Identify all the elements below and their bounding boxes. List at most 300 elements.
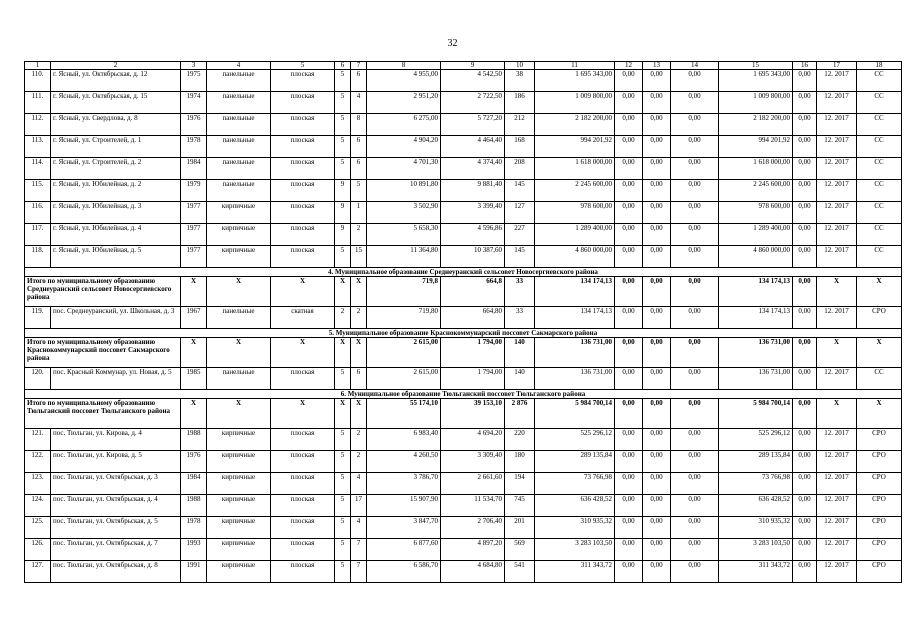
table-cell: СС xyxy=(857,202,902,224)
table-cell: 114. xyxy=(25,158,51,180)
subtotal-cell: 0,00 xyxy=(793,399,817,429)
table-cell: 1984 xyxy=(181,473,207,495)
table-cell: 4 542,50 xyxy=(441,70,505,92)
table-cell: г. Ясный, ул. Строителей, д. 1 xyxy=(51,136,181,158)
section-heading: 6. Муниципальное образование Тюльганский поссовет Тюльганского района xyxy=(25,390,902,399)
table-cell: 12. 2017 xyxy=(817,368,857,390)
table-cell: 0,00 xyxy=(643,70,671,92)
table-cell: 2 706,40 xyxy=(441,517,505,539)
table-cell: 5 xyxy=(335,539,351,561)
table-cell: 11 534,70 xyxy=(441,495,505,517)
table-cell: 0,00 xyxy=(615,473,643,495)
table-cell: плоская xyxy=(271,158,335,180)
table-cell: 0,00 xyxy=(615,539,643,561)
subtotal-cell: X xyxy=(207,338,271,368)
table-cell: г. Ясный, ул. Юбилейная, д. 4 xyxy=(51,224,181,246)
table-cell: пос. Красный Коммунар, ул. Новая, д. 5 xyxy=(51,368,181,390)
table-cell: 12. 2017 xyxy=(817,451,857,473)
table-row xyxy=(25,539,902,561)
table-cell: 719,80 xyxy=(367,307,441,329)
subtotal-cell: 0,00 xyxy=(671,399,719,429)
table-cell: 0,00 xyxy=(671,136,719,158)
table-cell: СРО xyxy=(857,307,902,329)
table-cell: пос. Тюльган, ул. Кирова, д. 5 xyxy=(51,451,181,473)
table-cell: 5 xyxy=(335,158,351,180)
table-row xyxy=(25,224,902,246)
table-cell: 9 xyxy=(335,180,351,202)
subtotal-cell: X xyxy=(207,399,271,429)
table-cell: 4 xyxy=(351,92,367,114)
table-cell: 2 xyxy=(351,307,367,329)
table-cell: 0,00 xyxy=(793,114,817,136)
section-heading: 5. Муниципальное образование Краснокоммунарский поссовет Сакмарского района xyxy=(25,329,902,338)
section-heading-row xyxy=(25,390,902,399)
column-number: 1 xyxy=(25,62,51,70)
table-cell: плоская xyxy=(271,495,335,517)
table-cell: 0,00 xyxy=(615,246,643,268)
table-cell: 310 935,32 xyxy=(719,517,793,539)
table-cell: 0,00 xyxy=(643,158,671,180)
table-cell: 73 766,98 xyxy=(535,473,615,495)
table-cell: 0,00 xyxy=(615,224,643,246)
table-cell: 1 xyxy=(351,202,367,224)
table-cell: 145 xyxy=(505,246,535,268)
table-cell: плоская xyxy=(271,114,335,136)
table-cell: 0,00 xyxy=(643,136,671,158)
table-cell: 0,00 xyxy=(793,517,817,539)
subtotal-cell: X xyxy=(271,338,335,368)
table-cell: 2 182 200,00 xyxy=(719,114,793,136)
table-cell: 0,00 xyxy=(671,368,719,390)
table-cell: 117. xyxy=(25,224,51,246)
subtotal-cell: X xyxy=(181,399,207,429)
table-cell: 4 897,20 xyxy=(441,539,505,561)
table-cell: СРО xyxy=(857,539,902,561)
table-cell: 0,00 xyxy=(793,202,817,224)
table-cell: 4 694,20 xyxy=(441,429,505,451)
table-cell: панельные xyxy=(207,70,271,92)
table-cell: 0,00 xyxy=(671,451,719,473)
table-cell: 569 xyxy=(505,539,535,561)
table-cell: 8 xyxy=(351,114,367,136)
table-cell: 136 731,00 xyxy=(719,368,793,390)
table-cell: 12. 2017 xyxy=(817,246,857,268)
table-cell: 15 907,90 xyxy=(367,495,441,517)
table-cell: 186 xyxy=(505,92,535,114)
table-cell: 0,00 xyxy=(643,180,671,202)
table-row xyxy=(25,136,902,158)
table-cell: 6 877,60 xyxy=(367,539,441,561)
table-cell: 0,00 xyxy=(643,307,671,329)
table-cell: 2 615,00 xyxy=(367,368,441,390)
table-cell: СС xyxy=(857,246,902,268)
table-row xyxy=(25,92,902,114)
subtotal-cell: 5 984 700,14 xyxy=(719,399,793,429)
table-cell: 2 245 600,00 xyxy=(719,180,793,202)
table-row xyxy=(25,246,902,268)
table-cell: 4 904,20 xyxy=(367,136,441,158)
table-row xyxy=(25,473,902,495)
column-number: 7 xyxy=(351,62,367,70)
table-cell: 0,00 xyxy=(671,246,719,268)
table-cell: пос. Тюльган, ул. Октябрьская, д. 4 xyxy=(51,495,181,517)
table-cell: 12. 2017 xyxy=(817,180,857,202)
table-row xyxy=(25,429,902,451)
table-cell: скатная xyxy=(271,307,335,329)
table-cell: 136 731,00 xyxy=(535,368,615,390)
section-heading-row xyxy=(25,329,902,338)
table-row xyxy=(25,202,902,224)
table-cell: 2 182 200,00 xyxy=(535,114,615,136)
table-cell: 11 364,80 xyxy=(367,246,441,268)
column-number: 18 xyxy=(857,62,902,70)
table-cell: 123. xyxy=(25,473,51,495)
subtotal-cell: 0,00 xyxy=(793,338,817,368)
table-cell: 0,00 xyxy=(615,495,643,517)
table-cell: 5 xyxy=(335,561,351,583)
table-cell: 111. xyxy=(25,92,51,114)
subtotal-cell: 134 174,13 xyxy=(719,277,793,307)
table-cell: 5 727,20 xyxy=(441,114,505,136)
table-cell: 0,00 xyxy=(643,451,671,473)
column-number: 13 xyxy=(643,62,671,70)
table-cell: СС xyxy=(857,368,902,390)
subtotal-row xyxy=(25,338,902,368)
subtotal-cell: X xyxy=(181,277,207,307)
subtotal-cell: 136 731,00 xyxy=(535,338,615,368)
column-number: 11 xyxy=(535,62,615,70)
table-cell: 127. xyxy=(25,561,51,583)
table-cell: 0,00 xyxy=(793,561,817,583)
table-cell: плоская xyxy=(271,561,335,583)
table-cell: 6 xyxy=(351,136,367,158)
subtotal-cell: 2 876 xyxy=(505,399,535,429)
table-cell: 1974 xyxy=(181,92,207,114)
table-cell: 5 xyxy=(335,495,351,517)
table-cell: 0,00 xyxy=(643,473,671,495)
table-row xyxy=(25,368,902,390)
table-cell: СС xyxy=(857,224,902,246)
table-cell: 220 xyxy=(505,429,535,451)
table-cell: 118. xyxy=(25,246,51,268)
table-cell: 0,00 xyxy=(793,429,817,451)
table-cell: 1976 xyxy=(181,451,207,473)
table-cell: кирпичные xyxy=(207,539,271,561)
table-cell: СРО xyxy=(857,517,902,539)
table-cell: 116. xyxy=(25,202,51,224)
subtotal-cell: X xyxy=(857,277,902,307)
table-cell: панельные xyxy=(207,368,271,390)
housing-register-table xyxy=(24,61,902,583)
table-cell: 145 xyxy=(505,180,535,202)
table-cell: 4 374,40 xyxy=(441,158,505,180)
table-cell: 3 847,70 xyxy=(367,517,441,539)
table-cell: 6 586,70 xyxy=(367,561,441,583)
table-cell: 1979 xyxy=(181,180,207,202)
table-cell: 3 502,90 xyxy=(367,202,441,224)
column-number: 10 xyxy=(505,62,535,70)
table-cell: плоская xyxy=(271,473,335,495)
subtotal-cell: 0,00 xyxy=(643,338,671,368)
table-cell: 15 xyxy=(351,246,367,268)
subtotal-cell: X xyxy=(351,399,367,429)
table-cell: 310 935,32 xyxy=(535,517,615,539)
table-cell: панельные xyxy=(207,92,271,114)
table-cell: кирпичные xyxy=(207,224,271,246)
table-cell: 1 695 343,00 xyxy=(535,70,615,92)
table-cell: плоская xyxy=(271,180,335,202)
subtotal-cell: X xyxy=(857,338,902,368)
table-cell: 4 596,86 xyxy=(441,224,505,246)
table-cell: 1977 xyxy=(181,246,207,268)
subtotal-cell: 0,00 xyxy=(615,277,643,307)
table-cell: 0,00 xyxy=(671,561,719,583)
table-cell: 5 xyxy=(351,180,367,202)
table-cell: 0,00 xyxy=(615,136,643,158)
table-cell: 5 xyxy=(335,517,351,539)
table-cell: 1 289 400,00 xyxy=(535,224,615,246)
subtotal-cell: 140 xyxy=(505,338,535,368)
column-number: 12 xyxy=(615,62,643,70)
table-cell: 1 618 000,00 xyxy=(719,158,793,180)
table-cell: 525 296,12 xyxy=(719,429,793,451)
table-cell: СС xyxy=(857,114,902,136)
table-cell: 134 174,13 xyxy=(719,307,793,329)
table-cell: плоская xyxy=(271,70,335,92)
table-body xyxy=(25,62,902,583)
table-cell: 124. xyxy=(25,495,51,517)
table-cell: пос. Среднеуранский, ул. Школьная, д. 3 xyxy=(51,307,181,329)
table-cell: 4 955,00 xyxy=(367,70,441,92)
table-cell: 0,00 xyxy=(793,224,817,246)
column-number: 8 xyxy=(367,62,441,70)
subtotal-cell: 5 984 700,14 xyxy=(535,399,615,429)
table-cell: 10 387,60 xyxy=(441,246,505,268)
subtotal-cell: X xyxy=(181,338,207,368)
table-cell: 2 722,50 xyxy=(441,92,505,114)
column-number: 3 xyxy=(181,62,207,70)
table-cell: 12. 2017 xyxy=(817,539,857,561)
table-cell: 1984 xyxy=(181,158,207,180)
table-cell: 1967 xyxy=(181,307,207,329)
table-cell: 110. xyxy=(25,70,51,92)
table-cell: 0,00 xyxy=(793,539,817,561)
table-cell: 1 618 000,00 xyxy=(535,158,615,180)
table-cell: 120. xyxy=(25,368,51,390)
table-cell: 0,00 xyxy=(671,158,719,180)
table-cell: кирпичные xyxy=(207,517,271,539)
table-cell: плоская xyxy=(271,517,335,539)
table-cell: 0,00 xyxy=(671,180,719,202)
table-cell: кирпичные xyxy=(207,473,271,495)
column-number-row xyxy=(25,62,902,70)
table-cell: 194 xyxy=(505,473,535,495)
table-cell: плоская xyxy=(271,246,335,268)
table-cell: 4 860 000,00 xyxy=(535,246,615,268)
subtotal-cell: 136 731,00 xyxy=(719,338,793,368)
table-cell: 0,00 xyxy=(643,202,671,224)
table-cell: г. Ясный, ул. Юбилейная, д. 2 xyxy=(51,180,181,202)
table-cell: 12. 2017 xyxy=(817,307,857,329)
table-cell: пос. Тюльган, ул. Октябрьская, д. 5 xyxy=(51,517,181,539)
table-cell: 0,00 xyxy=(643,539,671,561)
column-number: 6 xyxy=(335,62,351,70)
subtotal-cell: 664,8 xyxy=(441,277,505,307)
table-cell: 0,00 xyxy=(793,473,817,495)
table-cell: пос. Тюльган, ул. Октябрьская, д. 7 xyxy=(51,539,181,561)
subtotal-cell: X xyxy=(817,277,857,307)
table-cell: 6 983,40 xyxy=(367,429,441,451)
table-cell: г. Ясный, ул. Строителей, д. 2 xyxy=(51,158,181,180)
table-cell: г. Ясный, ул. Юбилейная, д. 3 xyxy=(51,202,181,224)
table-cell: 33 xyxy=(505,307,535,329)
table-cell: 0,00 xyxy=(793,246,817,268)
table-cell: 2 951,20 xyxy=(367,92,441,114)
table-cell: пос. Тюльган, ул. Октябрьская, д. 3 xyxy=(51,473,181,495)
table-cell: 1 009 800,00 xyxy=(535,92,615,114)
table-cell: 311 343,72 xyxy=(719,561,793,583)
table-cell: 1976 xyxy=(181,114,207,136)
table-cell: 0,00 xyxy=(643,561,671,583)
subtotal-cell: 0,00 xyxy=(615,399,643,429)
table-cell: 994 201,92 xyxy=(535,136,615,158)
table-cell: 0,00 xyxy=(643,368,671,390)
table-cell: СРО xyxy=(857,561,902,583)
table-cell: 0,00 xyxy=(643,495,671,517)
table-cell: 0,00 xyxy=(671,539,719,561)
table-cell: 0,00 xyxy=(615,561,643,583)
table-cell: 0,00 xyxy=(793,70,817,92)
table-row xyxy=(25,114,902,136)
table-cell: панельные xyxy=(207,307,271,329)
table-cell: 0,00 xyxy=(643,92,671,114)
table-cell: 0,00 xyxy=(615,180,643,202)
table-cell: 0,00 xyxy=(671,224,719,246)
table-cell: 5 xyxy=(335,114,351,136)
table-cell: СС xyxy=(857,136,902,158)
table-cell: 113. xyxy=(25,136,51,158)
column-number: 15 xyxy=(719,62,793,70)
table-cell: 227 xyxy=(505,224,535,246)
table-cell: 6 xyxy=(351,70,367,92)
subtotal-cell: 0,00 xyxy=(793,277,817,307)
table-cell: плоская xyxy=(271,368,335,390)
subtotal-cell: X xyxy=(207,277,271,307)
subtotal-cell: X xyxy=(271,277,335,307)
table-cell: 127 xyxy=(505,202,535,224)
table-cell: 0,00 xyxy=(615,70,643,92)
table-cell: 168 xyxy=(505,136,535,158)
table-cell: 0,00 xyxy=(671,473,719,495)
table-cell: плоская xyxy=(271,136,335,158)
table-cell: 994 201,92 xyxy=(719,136,793,158)
table-cell: 5 xyxy=(335,70,351,92)
table-cell: 0,00 xyxy=(793,92,817,114)
subtotal-cell: 2 615,00 xyxy=(367,338,441,368)
table-row xyxy=(25,158,902,180)
table-row xyxy=(25,517,902,539)
table-cell: 978 600,00 xyxy=(719,202,793,224)
table-cell: 121. xyxy=(25,429,51,451)
table-cell: 0,00 xyxy=(615,368,643,390)
table-cell: 0,00 xyxy=(793,180,817,202)
column-number: 4 xyxy=(207,62,271,70)
table-cell: 0,00 xyxy=(643,429,671,451)
table-cell: 12. 2017 xyxy=(817,202,857,224)
table-cell: 0,00 xyxy=(615,517,643,539)
table-cell: г. Ясный, ул. Октябрьская, д. 12 xyxy=(51,70,181,92)
table-cell: 2 245 600,00 xyxy=(535,180,615,202)
table-cell: 2 xyxy=(351,224,367,246)
table-cell: 12. 2017 xyxy=(817,92,857,114)
table-cell: кирпичные xyxy=(207,202,271,224)
table-row xyxy=(25,561,902,583)
table-cell: 5 xyxy=(335,246,351,268)
table-cell: 6 xyxy=(351,158,367,180)
table-cell: 12. 2017 xyxy=(817,224,857,246)
table-cell: 541 xyxy=(505,561,535,583)
table-cell: СС xyxy=(857,180,902,202)
table-cell: 0,00 xyxy=(671,70,719,92)
table-cell: 208 xyxy=(505,158,535,180)
table-cell: 0,00 xyxy=(615,158,643,180)
table-cell: кирпичные xyxy=(207,429,271,451)
subtotal-cell: 0,00 xyxy=(671,338,719,368)
table-row xyxy=(25,307,902,329)
table-row xyxy=(25,495,902,517)
table-cell: 112. xyxy=(25,114,51,136)
table-cell: 1977 xyxy=(181,202,207,224)
section-heading: 4. Муниципальное образование Среднеуранский сельсовет Новосергиевского района xyxy=(25,268,902,277)
table-cell: 636 428,52 xyxy=(719,495,793,517)
table-cell: 1993 xyxy=(181,539,207,561)
table-cell: 0,00 xyxy=(643,224,671,246)
table-cell: 12. 2017 xyxy=(817,495,857,517)
table-cell: кирпичные xyxy=(207,561,271,583)
table-cell: 1988 xyxy=(181,495,207,517)
table-cell: 6 xyxy=(351,368,367,390)
subtotal-label: Итого по муниципальному образованию Среднеуранский сельсовет Новосергиевского района xyxy=(25,277,181,307)
table-cell: 0,00 xyxy=(643,246,671,268)
table-cell: 4 860 000,00 xyxy=(719,246,793,268)
subtotal-cell: X xyxy=(335,338,351,368)
table-cell: 1 695 343,00 xyxy=(719,70,793,92)
table-cell: 1975 xyxy=(181,70,207,92)
table-cell: 12. 2017 xyxy=(817,429,857,451)
subtotal-cell: X xyxy=(817,338,857,368)
table-cell: пос. Тюльган, ул. Октябрьская, д. 8 xyxy=(51,561,181,583)
table-cell: 5 xyxy=(335,429,351,451)
table-cell: 125. xyxy=(25,517,51,539)
subtotal-cell: X xyxy=(351,277,367,307)
table-cell: СРО xyxy=(857,451,902,473)
table-cell: 3 399,40 xyxy=(441,202,505,224)
table-cell: СС xyxy=(857,92,902,114)
table-cell: 3 309,40 xyxy=(441,451,505,473)
table-cell: 201 xyxy=(505,517,535,539)
table-cell: 126. xyxy=(25,539,51,561)
table-cell: 212 xyxy=(505,114,535,136)
table-cell: 636 428,52 xyxy=(535,495,615,517)
table-cell: 6 275,00 xyxy=(367,114,441,136)
table-cell: 5 xyxy=(335,451,351,473)
table-row xyxy=(25,451,902,473)
subtotal-row xyxy=(25,399,902,429)
table-cell: кирпичные xyxy=(207,451,271,473)
table-cell: 12. 2017 xyxy=(817,114,857,136)
table-cell: 12. 2017 xyxy=(817,70,857,92)
column-number: 14 xyxy=(671,62,719,70)
